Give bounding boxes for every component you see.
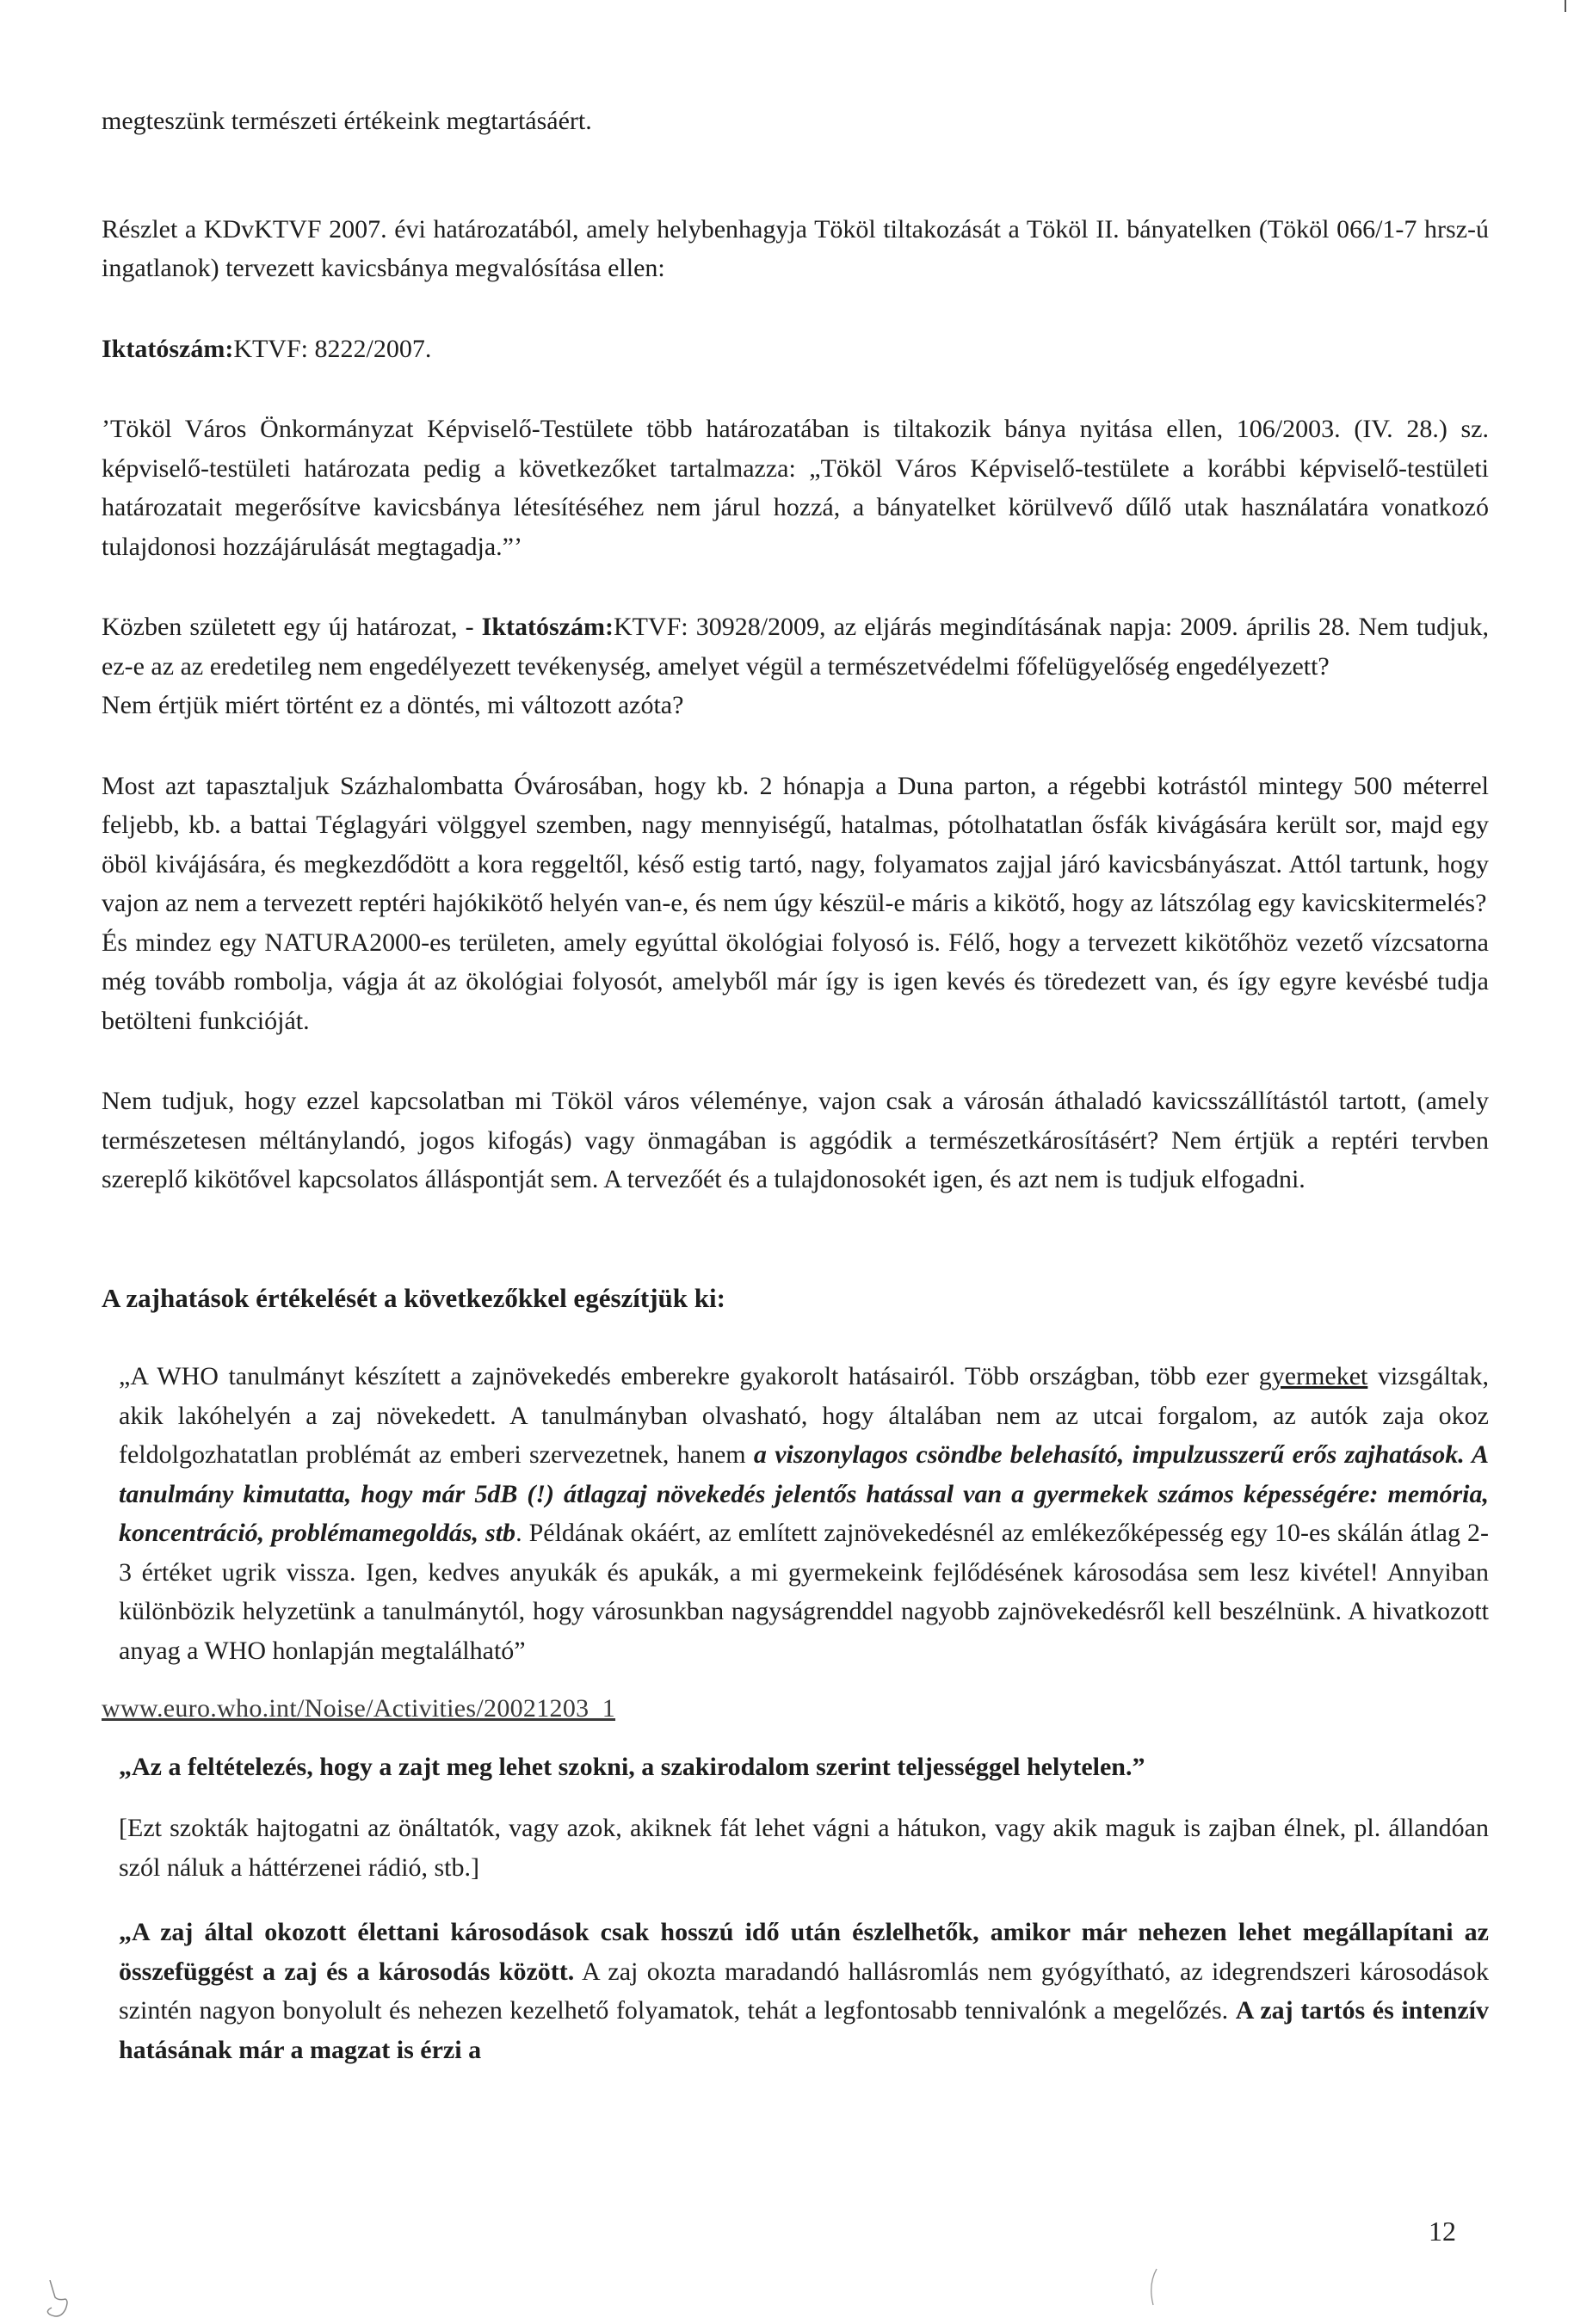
paragraph-excerpt-intro: Részlet a KDvKTVF 2007. évi határozatából, amely helybenhagyja Tököl tiltakozását a Tököl II. bányatelken (Tököl 066/1-7 hrsz-ú ingatlanok) tervezett kavicsbánya megvalósítása ellen: <box>102 214 1489 282</box>
paragraph-intro-end: megteszünk természeti értékeink megtartásáért. <box>102 107 592 135</box>
physiological-bold-1: „A zaj által okozott élettani károsodások csak hosszú idő után észlelhetők, amikor már nehezen lehet megállapítani az összefüggést a zaj és a károsodás között. <box>119 1918 1489 1986</box>
paragraph-physiological-damage <box>102 1913 1489 2069</box>
section-heading-noise: A zajhatások értékelését a következőkkel egészítjük ki: <box>102 1282 725 1313</box>
physiological-bold-2: A zaj tartós és intenzív hatásának már a magzat is érzi a <box>119 1996 1489 2064</box>
paragraph-who-study <box>102 1357 1489 1670</box>
paragraph-natura2000: És mindez egy NATURA2000-es területen, amely egyúttal ökológiai folyosó is. Félő, hogy a tervezett kikötőhöz vezető vízcsatorna még tovább rombolja, vágja át az ökológiai folyosót, amelyből már így is igen kevés és töredezett van, és így egyre kevésbé tudja betölteni funkcióját. <box>102 928 1489 1035</box>
who-reference-link[interactable] <box>102 1689 1489 1729</box>
council-resolution-text: ’Tököl Város Önkormányzat Képviselő-Testülete több határozatában is tiltakozik bánya nyitása ellen, 106/2003. (IV. 28.) sz. képviselő-testületi határozata pedig a következőket tartalmazza: <box>102 415 1489 483</box>
paragraph-observation: Most azt tapasztaljuk Százhalombatta Óvárosában, hogy kb. 2 hónapja a Duna parton, a régebbi kotrástól mintegy 500 méterrel feljebb, kb. a battai Téglagyári völggyel szemben, nagy mennyiségű, hatalmas, pótolhatatlan ősfák kivágására került sor, majd egy öböl kivájására, és megkezdődött a kora reggeltől, késő estig tartó, nagy, folyamatos zajjal járó kavicsbányászat. Attól tartunk, hogy vajon az nem a tervezett reptéri hajókikötő helyén van-e, és nem úgy készül-e máris a kikötő, hogy az látszólag egy kavicskitermelés? <box>102 771 1489 917</box>
paragraph-new-resolution <box>102 607 1489 686</box>
document-page <box>102 102 1489 2069</box>
paragraph-file-number <box>102 330 1489 369</box>
who-study-part-a: „A WHO tanulmányt készített a zajnövekedés emberekre gyakorolt hatásairól. Több országban, több ezer <box>119 1362 1259 1390</box>
physiological-normal: A zaj okozta maradandó hallásromlás nem gyógyítható, az idegrendszeri károsodások szintén nagyon bonyolult és nehezen kezelhető folyamatok, tehát a legfontosabb tennivalónk a megelőzés. <box>119 1957 1489 2025</box>
file-number-value: KTVF: 8222/2007. <box>233 334 432 363</box>
who-study-part-c: . Példának okáért, az említett zajnövekedésnél az emlékezőképesség egy 10-es skálán átlag 2-3 értéket ugrik vissza. Igen, kedves anyukák és apukák, a mi gyermekeink fejlődésének károsodása sem lesz kivétel! Annyiban különbözik helyzetünk a tanulmánytól, hogy városunkban nagyságrenddel nagyobb zajnövekedésről kell beszélnünk. A hivatkozott anyag a WHO honlapján megtalálható” <box>119 1519 1489 1665</box>
who-study-underlined: gyermeket <box>1258 1362 1368 1390</box>
paragraph-question: Nem értjük miért történt ez a döntés, mi változott azóta? <box>102 691 684 719</box>
file-number-label: Iktatószám: <box>102 334 234 363</box>
who-study-part-b: vizsgáltak, akik lakóhelyén a zaj növekedett. A tanulmányban olvasható, hogy általában nem az utcai forgalom, az autók zaja okoz feldolgozhatatlan problémát az emberi szervezetnek, hanem <box>119 1362 1489 1469</box>
paragraph-council-resolution <box>102 410 1489 566</box>
handwritten-mark-icon <box>43 2280 95 2324</box>
paragraph-bracket-comment: [Ezt szokták hajtogatni az önáltatók, vagy azok, akiknek fát lehet vágni a hátukon, vagy akik maguk is zajban élnek, pl. állandóan szól náluk a háttérzenei rádió, stb.] <box>119 1814 1489 1882</box>
page-number: 12 <box>1429 2216 1456 2247</box>
new-resolution-before: Közben született egy új határozat, - <box>102 613 482 641</box>
who-study-emphasis: a viszonylagos csöndbe belehasító, impulzusszerű erős zajhatások. A tanulmány kimutatta, hogy már 5dB (!) átlagzaj növekedés jelentős hatással van a gyermekek számos képességére: memória, koncentráció, problémamegoldás, stb <box>119 1440 1489 1547</box>
new-resolution-after: KTVF: 30928/2009, az eljárás megindításának napja: 2009. április 28. Nem tudjuk, ez-e az az eredetileg nem engedélyezett tevékenység, amelyet végül a természetvédelmi főfelügyelőség engedélyezett? <box>102 613 1489 681</box>
quote-habituation: „Az a feltételezés, hogy a zajt meg lehet szokni, a szakirodalom szerint teljességgel helytelen.” <box>119 1752 1145 1781</box>
council-resolution-quote: „Tököl Város Képviselő-testülete a korábbi képviselő-testületi határozatait megerősítve kavicsbánya létesítéséhez nem járul hozzá, a bányatelket körülvevő dűlő utak használatára vonatkozó tulajdonosi hozzájárulását megtagadja.”’ <box>102 453 1489 561</box>
scan-artifact-tick <box>1565 0 1566 12</box>
pen-mark-icon <box>1145 2267 1162 2310</box>
paragraph-tokol-opinion: Nem tudjuk, hogy ezzel kapcsolatban mi Tököl város véleménye, vajon csak a városán áthaladó kavicsszállítástól tartott, (amely természetesen méltánylandó, jogos kifogás) vagy önmagában is aggódik a természetkárosításért? Nem értjük a reptéri tervben szereplő kikötővel kapcsolatos álláspontját sem. A tervezőét és a tulajdonosokét igen, és azt nem is tudjuk elfogadni. <box>102 1087 1489 1193</box>
new-resolution-label: Iktatószám: <box>481 613 614 641</box>
who-url[interactable]: www.euro.who.int/Noise/Activities/20021203_1 <box>102 1694 616 1723</box>
